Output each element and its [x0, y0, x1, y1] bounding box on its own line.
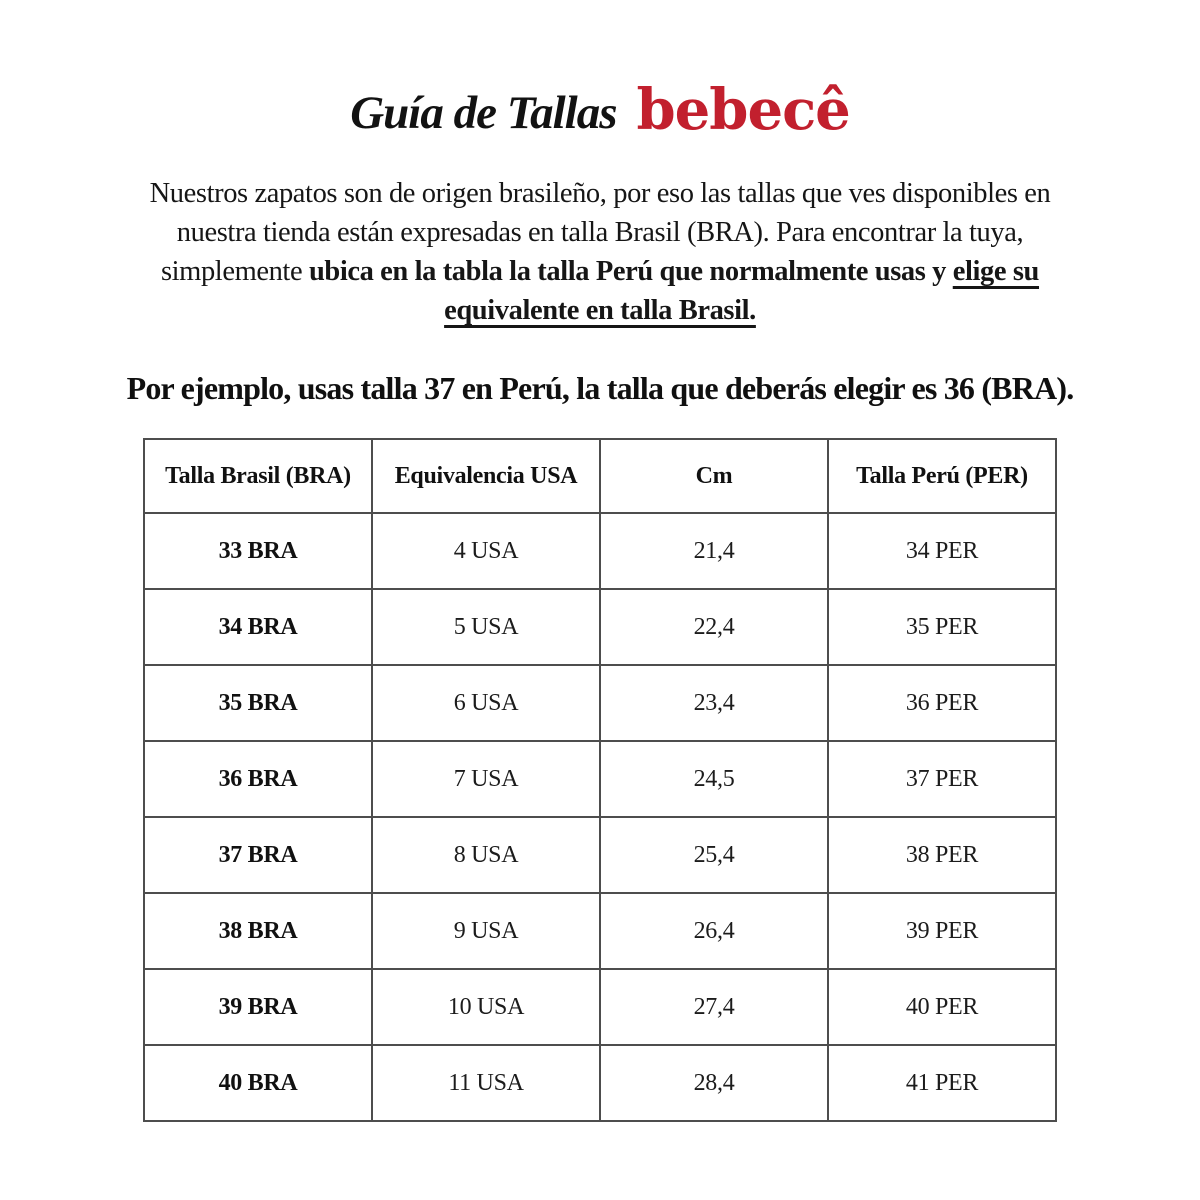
table-row	[144, 893, 1056, 969]
intro-line-1: Nuestros zapatos son de origen brasileño, por eso las tallas que ves disponibles en	[149, 178, 1051, 209]
cell-bra: 36 BRA	[144, 741, 372, 817]
table-row	[144, 513, 1056, 589]
table-row	[144, 665, 1056, 741]
table-row	[144, 1045, 1056, 1121]
cell-per: 36 PER	[828, 665, 1056, 741]
table-header-row	[144, 439, 1056, 513]
intro-line-3-normal: simplemente	[160, 256, 309, 287]
intro-paragraph	[65, 174, 1135, 330]
cell-per: 34 PER	[828, 513, 1056, 589]
cell-cm: 23,4	[600, 665, 828, 741]
table-row	[144, 741, 1056, 817]
cell-bra: 33 BRA	[144, 513, 372, 589]
cell-cm: 28,4	[600, 1045, 828, 1121]
table-row	[144, 817, 1056, 893]
cell-per: 35 PER	[828, 589, 1056, 665]
cell-cm: 25,4	[600, 817, 828, 893]
cell-cm: 24,5	[600, 741, 828, 817]
cell-bra: 34 BRA	[144, 589, 372, 665]
cell-cm: 21,4	[600, 513, 828, 589]
cell-per: 41 PER	[828, 1045, 1056, 1121]
cell-cm: 26,4	[600, 893, 828, 969]
cell-usa: 11 USA	[372, 1045, 600, 1121]
cell-usa: 8 USA	[372, 817, 600, 893]
column-header-talla-brasil: Talla Brasil (BRA)	[144, 439, 372, 513]
cell-per: 40 PER	[828, 969, 1056, 1045]
intro-line-2: nuestra tienda están expresadas en talla Brasil (BRA). Para encontrar la tuya,	[176, 217, 1024, 248]
cell-per: 38 PER	[828, 817, 1056, 893]
size-conversion-table	[143, 438, 1057, 1122]
header	[0, 76, 1200, 150]
column-header-cm: Cm	[600, 439, 828, 513]
cell-usa: 10 USA	[372, 969, 600, 1045]
cell-bra: 40 BRA	[144, 1045, 372, 1121]
cell-bra: 38 BRA	[144, 893, 372, 969]
intro-line-3-bold: ubica en la tabla la talla Perú que normalmente usas y	[308, 256, 953, 287]
intro-line-4-underlined: equivalente en talla Brasil.	[444, 295, 756, 326]
table-row	[144, 969, 1056, 1045]
column-header-talla-peru: Talla Perú (PER)	[828, 439, 1056, 513]
cell-bra: 39 BRA	[144, 969, 372, 1045]
column-header-equivalencia-usa: Equivalencia USA	[372, 439, 600, 513]
bebece-logo: bebecê	[636, 77, 850, 143]
cell-usa: 6 USA	[372, 665, 600, 741]
intro-line-3-underlined: elige su	[952, 256, 1040, 287]
cell-cm: 27,4	[600, 969, 828, 1045]
cell-cm: 22,4	[600, 589, 828, 665]
cell-usa: 5 USA	[372, 589, 600, 665]
cell-usa: 4 USA	[372, 513, 600, 589]
cell-usa: 7 USA	[372, 741, 600, 817]
cell-bra: 37 BRA	[144, 817, 372, 893]
cell-per: 37 PER	[828, 741, 1056, 817]
cell-per: 39 PER	[828, 893, 1056, 969]
table-row	[144, 589, 1056, 665]
page-title: Guía de Tallas	[350, 87, 617, 139]
cell-usa: 9 USA	[372, 893, 600, 969]
example-sentence: Por ejemplo, usas talla 37 en Perú, la talla que deberás elegir es 36 (BRA).	[126, 370, 1074, 406]
cell-bra: 35 BRA	[144, 665, 372, 741]
